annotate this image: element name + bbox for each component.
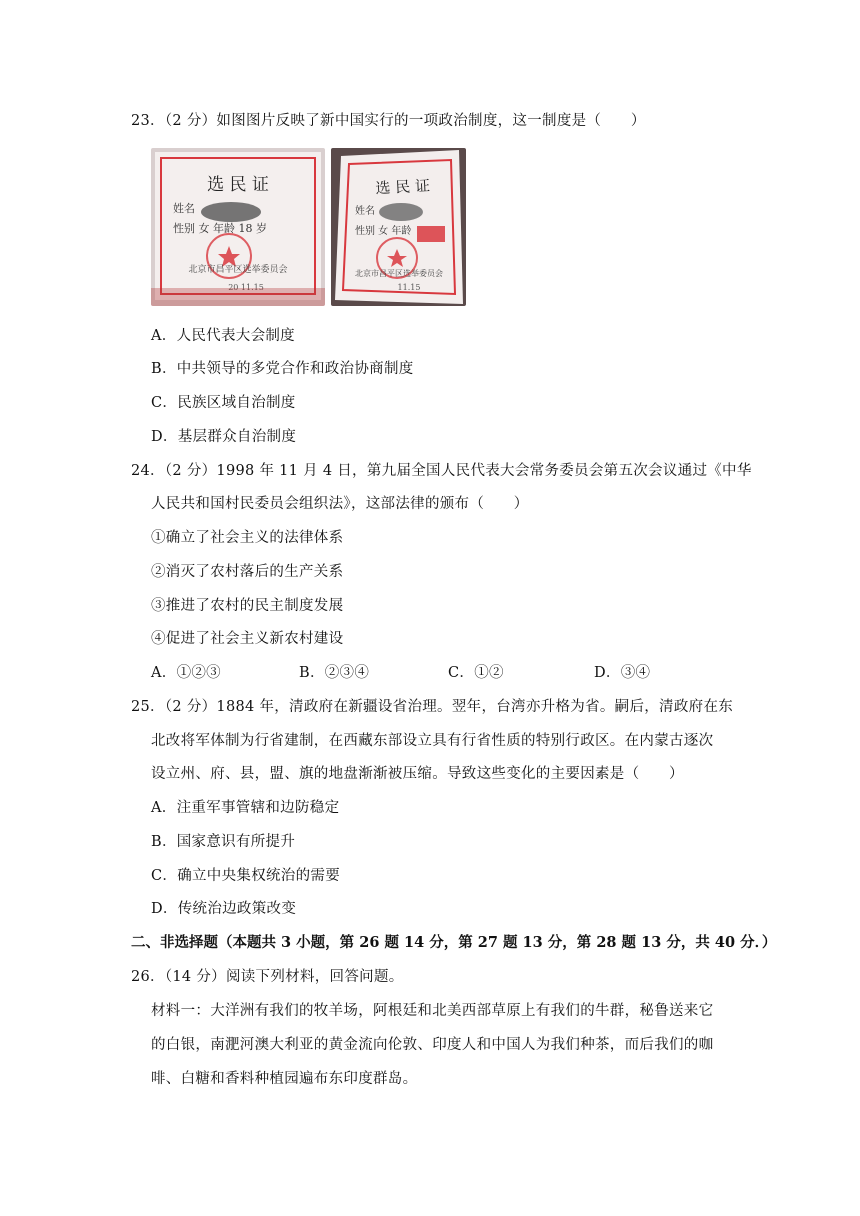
q24-item-3: ③推进了农村的民主制度发展 (151, 598, 344, 614)
voter-card-photo-1 (151, 148, 325, 306)
card-2-field-line: 性别 女 年龄 (355, 226, 412, 237)
q26-stem: 26．（14 分）阅读下列材料，回答问题。 (131, 969, 404, 985)
q25-option-d: D．传统治边政策改变 (151, 901, 297, 917)
q24-option-c: C．①② (448, 665, 504, 681)
q26-material-line2: 的白银，南淝河澳大利亚的黄金流向伦敦、印度人和中国人为我们种茶，而后我们的咖 (151, 1037, 714, 1053)
q24-item-1: ①确立了社会主义的法律体系 (151, 530, 344, 546)
section-2-heading: 二、非选择题（本题共 3 小题，第 26 题 14 分，第 27 题 13 分，第 28 题 13 分，共 40 分．） (131, 934, 777, 951)
card-1-name-label: 姓名 (173, 202, 195, 215)
q25-stem-line3: 设立州、府、县，盟、旗的地盘渐渐被压缩。导致这些变化的主要因素是（ ） (151, 766, 684, 782)
q23-option-c: C．民族区域自治制度 (151, 395, 296, 411)
q23-option-d: D．基层群众自治制度 (151, 429, 297, 445)
q23-stem: 23．（2 分）如图图片反映了新中国实行的一项政治制度，这一制度是（ ） (131, 113, 646, 129)
card-1-title: 选 民 证 (207, 175, 269, 195)
q24-item-2: ②消灭了农村落后的生产关系 (151, 564, 344, 580)
q26-material-line3: 啡、白糖和香料种植园遍布东印度群岛。 (151, 1071, 418, 1087)
q23-option-b: B．中共领导的多党合作和政治协商制度 (151, 361, 414, 377)
q23-option-a: A．人民代表大会制度 (151, 328, 295, 344)
card-2-date: 11.15 (397, 283, 421, 292)
q24-item-4: ④促进了社会主义新农村建设 (151, 631, 344, 647)
q24-option-b: B．②③④ (299, 665, 370, 681)
card-1-field-line: 性别 女 年龄 18 岁 (173, 222, 267, 235)
q25-stem-line2: 北改将军体制为行省建制，在西藏东部设立具有行省性质的特别行政区。在内蒙古逐次 (151, 733, 714, 749)
q24-stem-line1: 24．（2 分）1998 年 11 月 4 日，第九届全国人民代表大会常务委员会第五次会议通过《中华 (131, 463, 752, 479)
card-2-title: 选 民 证 (375, 176, 431, 198)
card-1-issuer: 北京市昌平区选举委员会 (188, 265, 288, 275)
voter-card-photo-2 (331, 148, 466, 306)
q26-material-line1: 材料一：大洋洲有我们的牧羊场，阿根廷和北美西部草原上有我们的牛群，秘鲁送来它 (151, 1003, 714, 1019)
q25-option-b: B．国家意识有所提升 (151, 834, 296, 850)
q25-stem-line1: 25．（2 分）1884 年，清政府在新疆设省治理。翌年，台湾亦升格为省。嗣后，清政府在东 (131, 699, 734, 715)
q24-option-d: D．③④ (594, 665, 651, 681)
card-2-name-label: 姓名 (355, 206, 375, 217)
card-2-issuer: 北京市昌平区选举委员会 (355, 269, 443, 278)
q25-option-c: C．确立中央集权统治的需要 (151, 868, 340, 884)
card-1-date: 20 11.15 (228, 283, 264, 292)
q25-option-a: A．注重军事管辖和边防稳定 (151, 800, 340, 816)
q24-option-a: A．①②③ (151, 665, 221, 681)
q24-stem-line2: 人民共和国村民委员会组织法》，这部法律的颁布（ ） (151, 496, 529, 512)
